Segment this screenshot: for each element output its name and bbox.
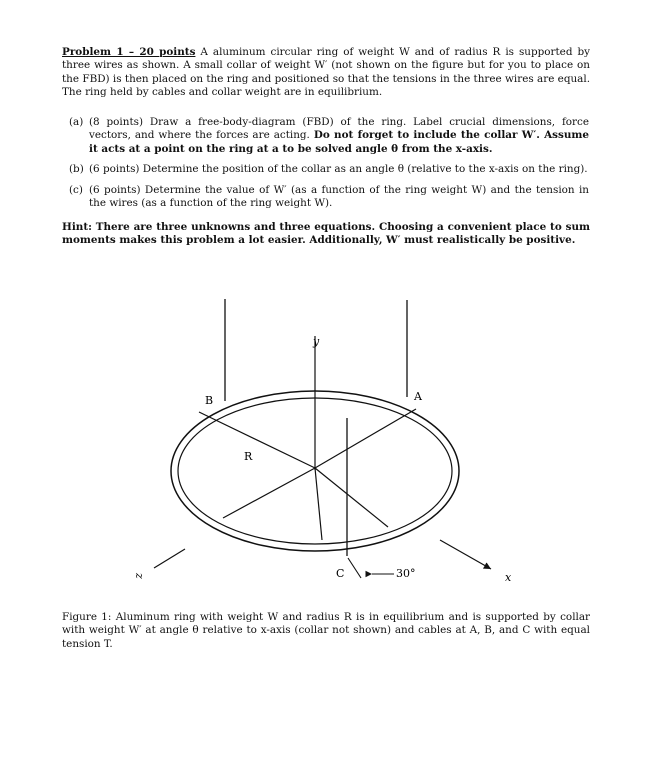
part-c-label: (c) <box>69 184 83 196</box>
x-label: x <box>505 571 512 584</box>
figure-caption: Figure 1: Aluminum ring with weight W and radius R is in equilibrium and is supported by collar with weight W′ at angle θ relative to x-axis (collar not shown) and cables at A, B, and C with equal tension T. <box>62 611 590 650</box>
part-b-text: (6 points) Determine the position of the collar as an angle θ (relative to the x-axis on the ring). <box>89 163 588 175</box>
part-c-text: (6 points) Determine the value of W′ (as a function of the ring weight W) and the tension in the wires (as a function of the ring weight W). <box>89 184 589 210</box>
label-a: A <box>414 390 422 403</box>
y-label: y <box>313 335 320 348</box>
part-a-text: (8 points) Draw a free-body-diagram (FBD) of the ring. Label crucial dimensions, force vectors, and where the forces are acting. <box>89 116 589 142</box>
x-axis <box>440 540 491 569</box>
part-b-label: (b) <box>69 163 84 175</box>
spoke-c <box>315 468 388 527</box>
label-30: 30° <box>396 567 416 580</box>
part-a-bold: Do not forget to include the collar W′. Assume it acts at a point on the ring at a to be solved angle θ from the x-axis. <box>89 129 590 155</box>
label-b: B <box>205 394 214 407</box>
hint-text: Hint: There are three unknowns and three equations. Choosing a convenient place to sum moments makes this problem a lot easier. Additionally, W′ must realistically be positive. <box>62 221 590 247</box>
z-axis <box>154 549 185 568</box>
z-label: z <box>133 573 146 579</box>
label-c: C <box>336 567 345 580</box>
spoke-r <box>199 412 315 468</box>
spoke-lower-left <box>223 468 315 518</box>
part-a-label: (a) <box>69 116 84 128</box>
dimension-line <box>348 558 361 578</box>
label-r: R <box>244 450 253 463</box>
spoke-a <box>315 409 416 468</box>
spoke-down <box>315 468 322 540</box>
problem-text: A aluminum circular ring of weight W and of radius R is supported by three wires as shown. A small collar of weight W′ (not shown on the figure but for you to place on the FBD) is then placed on the ring and positioned so that the tensions in the three wires are equal. The ring held by cables and collar weight are in equilibrium. <box>62 46 590 98</box>
problem-heading: Problem 1 – 20 points <box>62 46 196 58</box>
